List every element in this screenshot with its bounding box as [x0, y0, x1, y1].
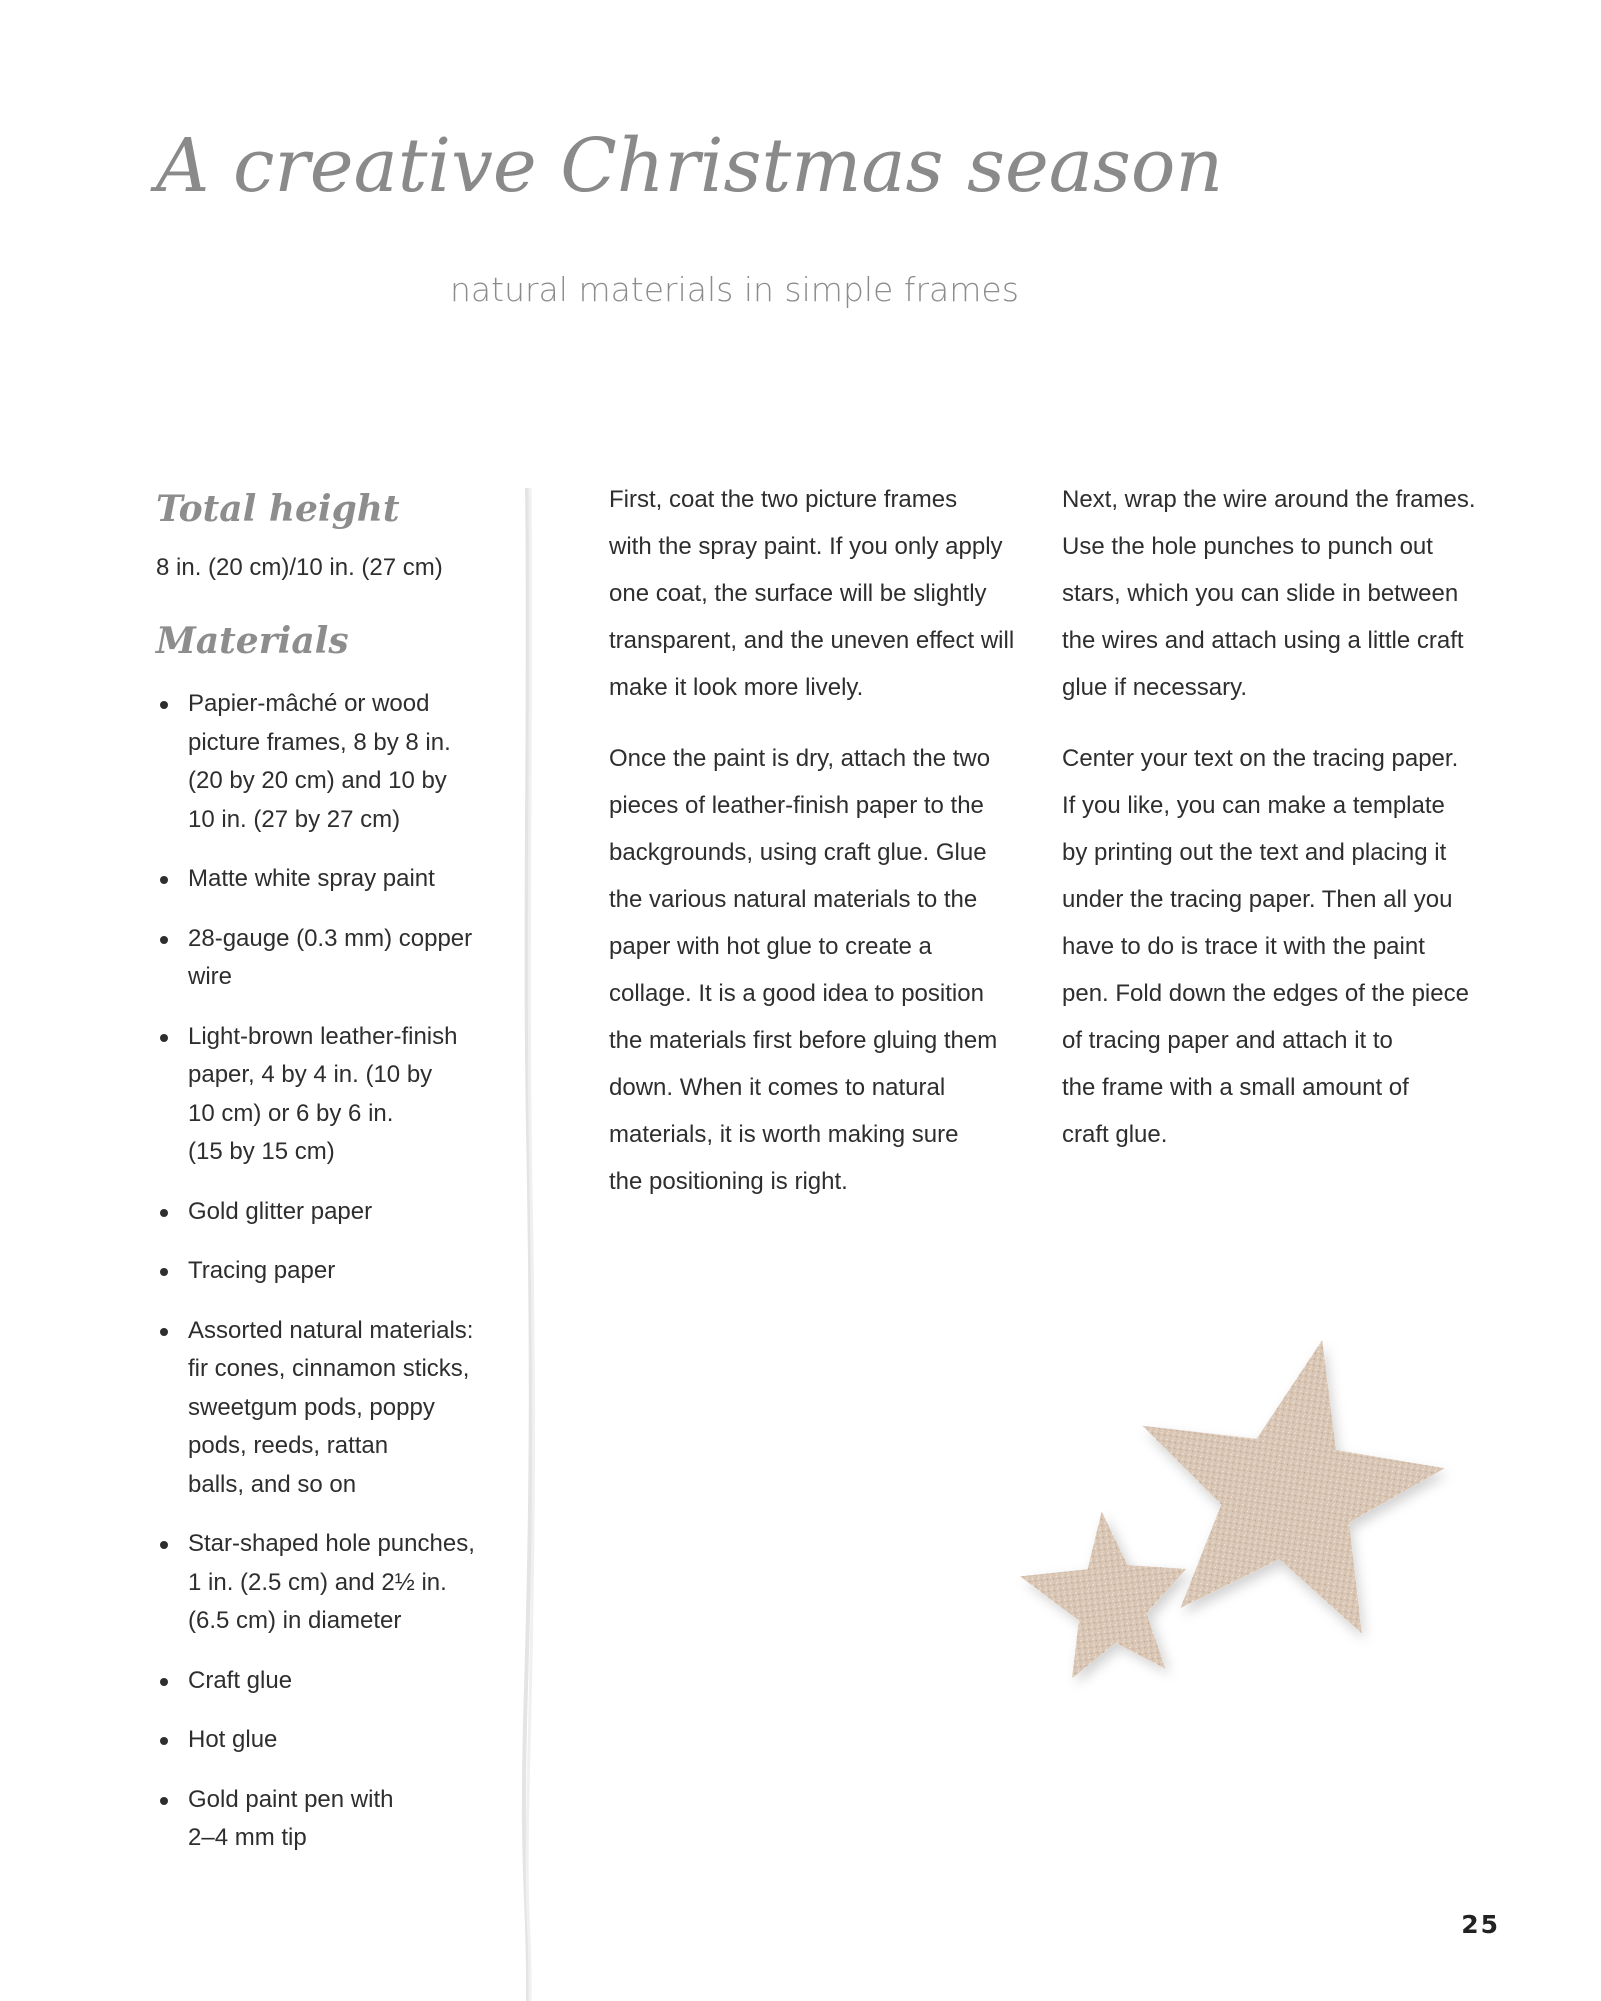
- instructions-column-2: [1062, 476, 1492, 1182]
- material-item-line: picture frames, 8 by 8 in.: [188, 728, 451, 756]
- material-item: [156, 1781, 486, 1858]
- material-item-line: paper, 4 by 4 in. (10 by: [188, 1061, 433, 1088]
- material-item-line: Light-brown leather-finish: [188, 1022, 458, 1050]
- material-item-line: Hot glue: [188, 1726, 278, 1753]
- instruction-line: the wires and attach using a little craft: [1062, 627, 1464, 654]
- material-item-line: (15 by 15 cm): [188, 1138, 335, 1165]
- material-item-line: 10 in. (27 by 27 cm): [188, 805, 401, 833]
- sidebar: [156, 485, 486, 1879]
- material-item-line: Star-shaped hole punches,: [188, 1530, 475, 1557]
- page-title: A creative Christmas season: [156, 123, 1224, 209]
- material-item-line: Tracing paper: [188, 1257, 336, 1284]
- instruction-line: with the spray paint. If you only apply: [609, 533, 1003, 560]
- instruction-line: Use the hole punches to punch out: [1062, 533, 1433, 560]
- instruction-line: Center your text on the tracing paper.: [1062, 745, 1459, 772]
- total-height-heading: Total height: [156, 488, 400, 530]
- glitter-stars-illustration: [1010, 1330, 1470, 1780]
- instructions-column-1: [609, 476, 1029, 1229]
- instruction-line: pieces of leather-finish paper to the: [609, 792, 984, 819]
- instruction-line: materials, it is worth making sure: [609, 1121, 959, 1148]
- instruction-line: under the tracing paper. Then all you: [1062, 886, 1453, 913]
- material-item-line: Assorted natural materials:: [188, 1316, 474, 1344]
- page-subtitle: natural materials in simple frames: [450, 270, 1019, 309]
- material-item: [156, 1018, 486, 1172]
- material-item: [156, 920, 486, 997]
- material-item-line: 2–4 mm tip: [188, 1824, 307, 1851]
- instruction-line: one coat, the surface will be slightly: [609, 580, 987, 607]
- instruction-line: the frame with a small amount of: [1062, 1074, 1409, 1101]
- material-item: [156, 685, 486, 839]
- instruction-line: transparent, and the uneven effect will: [609, 627, 1015, 654]
- instruction-paragraph: [609, 476, 1029, 711]
- page-number: 25: [1461, 1910, 1500, 1939]
- material-item: [156, 1525, 486, 1641]
- material-item-line: Gold glitter paper: [188, 1197, 373, 1225]
- material-item-line: Matte white spray paint: [188, 865, 435, 892]
- small-star-icon: [1014, 1503, 1196, 1682]
- instruction-line: First, coat the two picture frames: [609, 486, 958, 513]
- instruction-line: have to do is trace it with the paint: [1062, 933, 1425, 960]
- instruction-paragraph: [1062, 476, 1492, 711]
- material-item-line: balls, and so on: [188, 1470, 357, 1498]
- material-item-line: (20 by 20 cm) and 10 by: [188, 767, 447, 794]
- instruction-line: down. When it comes to natural: [609, 1074, 946, 1101]
- material-item-line: Papier-mâché or wood: [188, 690, 430, 717]
- material-item: [156, 1721, 486, 1760]
- instruction-line: stars, which you can slide in between: [1062, 580, 1459, 607]
- material-item: [156, 1193, 486, 1232]
- instruction-line: craft glue.: [1062, 1121, 1168, 1148]
- material-item-line: wire: [188, 963, 233, 990]
- divider-line: [520, 488, 538, 2001]
- material-item-line: 28-gauge (0.3 mm) copper: [188, 924, 473, 952]
- instruction-line: the various natural materials to the: [609, 886, 978, 913]
- material-item: [156, 1252, 486, 1291]
- large-star-icon: [1118, 1330, 1460, 1642]
- instruction-line: by printing out the text and placing it: [1062, 839, 1447, 866]
- material-item-line: (6.5 cm) in diameter: [188, 1607, 402, 1634]
- material-item-line: Craft glue: [188, 1666, 293, 1694]
- material-item: [156, 1662, 486, 1701]
- material-item-line: 1 in. (2.5 cm) and 2½ in.: [188, 1568, 447, 1596]
- material-item-line: fir cones, cinnamon sticks,: [188, 1355, 470, 1382]
- material-item-line: sweetgum pods, poppy: [188, 1393, 435, 1421]
- instruction-paragraph: [1062, 735, 1492, 1158]
- instruction-line: the materials first before gluing them: [609, 1027, 998, 1054]
- instruction-line: collage. It is a good idea to position: [609, 980, 984, 1007]
- total-height-value: 8 in. (20 cm)/10 in. (27 cm): [156, 554, 443, 581]
- instruction-paragraph: [609, 735, 1029, 1205]
- materials-list: [156, 685, 486, 1858]
- instruction-line: make it look more lively.: [609, 674, 864, 701]
- instruction-line: pen. Fold down the edges of the piece: [1062, 980, 1469, 1007]
- instruction-line: Once the paint is dry, attach the two: [609, 745, 991, 772]
- instruction-line: the positioning is right.: [609, 1168, 848, 1195]
- material-item-line: pods, reeds, rattan: [188, 1432, 389, 1459]
- instruction-line: backgrounds, using craft glue. Glue: [609, 839, 987, 866]
- instruction-line: paper with hot glue to create a: [609, 933, 932, 960]
- material-item: [156, 1312, 486, 1505]
- material-item-line: Gold paint pen with: [188, 1785, 394, 1813]
- instruction-line: glue if necessary.: [1062, 674, 1247, 701]
- materials-heading: Materials: [156, 620, 349, 662]
- instruction-line: Next, wrap the wire around the frames.: [1062, 486, 1476, 513]
- material-item: [156, 860, 486, 899]
- instruction-line: of tracing paper and attach it to: [1062, 1027, 1393, 1054]
- instruction-line: If you like, you can make a template: [1062, 792, 1445, 819]
- material-item-line: 10 cm) or 6 by 6 in.: [188, 1099, 394, 1127]
